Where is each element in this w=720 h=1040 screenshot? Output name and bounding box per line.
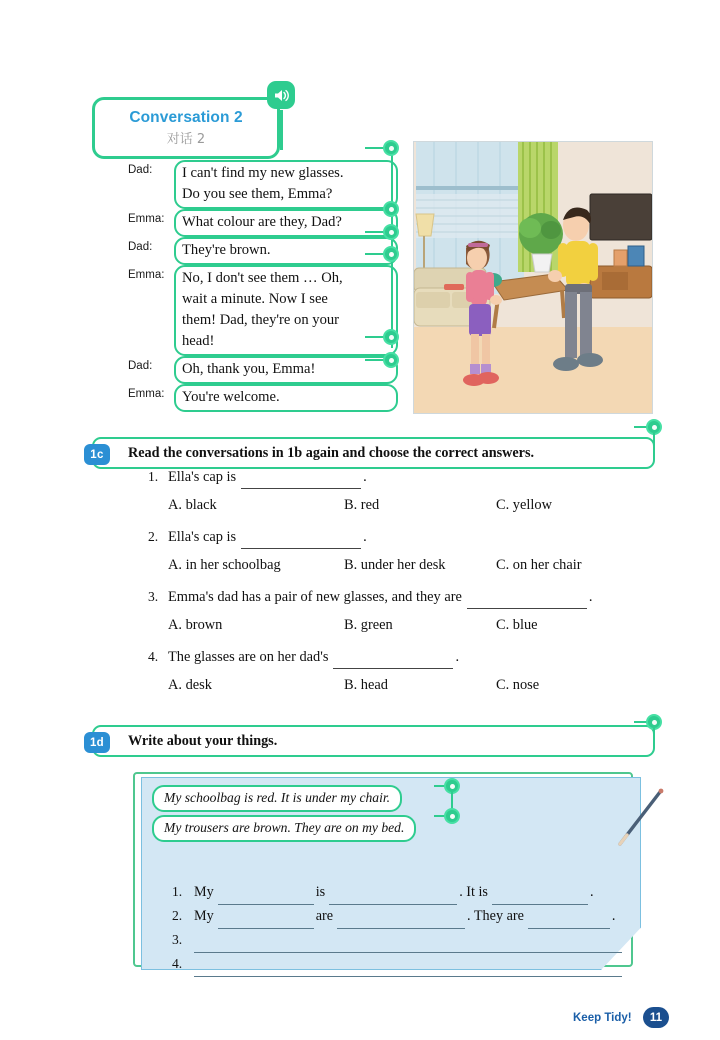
exercise-1c-instruction-bar	[92, 437, 655, 469]
question-prompt: Ella's cap is	[168, 469, 237, 485]
conversation-title: Conversation 2	[129, 109, 243, 126]
exercise-1c-badge: 1c	[84, 444, 110, 465]
dialogue-text-line: head!	[182, 333, 215, 349]
pencil-icon	[612, 780, 672, 852]
write-blank[interactable]	[337, 904, 465, 929]
question-number: 4.	[148, 649, 159, 664]
conversation-dialogue	[128, 160, 398, 412]
conversation-title-chinese: 对话 2	[166, 132, 206, 147]
dialogue-bubble	[174, 237, 398, 265]
dialogue-speaker-label: Emma:	[128, 388, 165, 400]
write-line	[172, 928, 632, 952]
node-stem	[653, 433, 655, 455]
write-line-number: 3.	[172, 932, 183, 947]
write-line	[172, 952, 632, 976]
question-block	[148, 526, 648, 576]
option-a[interactable]: A. black	[168, 497, 217, 513]
example-sentence-1: My schoolbag is red. It is under my chair.	[152, 785, 402, 812]
node-arm	[365, 359, 385, 361]
write-segment: My	[194, 908, 214, 924]
dialogue-bubble	[174, 160, 398, 209]
write-segment: are	[315, 908, 334, 924]
audio-node-2[interactable]	[383, 201, 399, 217]
write-segment: . It is	[459, 884, 488, 900]
write-line	[172, 880, 632, 904]
option-b[interactable]: B. under her desk	[344, 557, 446, 573]
exercise-1d-instruction-text: Write about your things.	[128, 732, 278, 749]
conversation-header-card	[92, 97, 280, 159]
write-segment: . They are	[467, 908, 524, 924]
question-text	[148, 466, 648, 489]
write-blank[interactable]	[194, 928, 622, 953]
option-c[interactable]: C. blue	[496, 617, 538, 633]
node-arm	[365, 231, 385, 233]
audio-node-3[interactable]	[383, 224, 399, 240]
question-text	[148, 586, 648, 609]
write-blank[interactable]	[218, 880, 314, 905]
dialogue-text-line: Do you see them, Emma?	[182, 186, 333, 202]
exercise-1d-write-lines	[172, 880, 632, 976]
option-c[interactable]: C. nose	[496, 677, 540, 693]
audio-node-4[interactable]	[383, 246, 399, 262]
node-arm	[365, 253, 385, 255]
audio-node-rail	[381, 140, 403, 380]
dialogue-row	[128, 160, 398, 209]
option-b[interactable]: B. head	[344, 677, 388, 693]
dialogue-text-line: Oh, thank you, Emma!	[182, 361, 316, 377]
question-block	[148, 646, 648, 696]
dialogue-bubble	[174, 384, 398, 412]
dialogue-speaker-label: Dad:	[128, 241, 153, 253]
dialogue-text-line: What colour are they, Dad?	[182, 214, 342, 230]
write-line-number: 2.	[172, 908, 183, 923]
question-options	[168, 554, 648, 576]
write-blank[interactable]	[194, 952, 622, 977]
write-blank[interactable]	[329, 880, 457, 905]
question-prompt: The glasses are on her dad's	[168, 649, 329, 665]
audio-node-1[interactable]	[383, 140, 399, 156]
question-suffix: .	[455, 649, 460, 665]
write-segment: .	[589, 884, 594, 900]
dialogue-text-line: I can't find my new glasses.	[182, 165, 344, 181]
option-c[interactable]: C. on her chair	[496, 557, 582, 573]
exercise-1c-question-list	[148, 466, 648, 706]
write-line-number: 4.	[172, 956, 183, 971]
exercise-1d-instruction-bar	[89, 725, 655, 757]
example-sentence-2: My trousers are brown. They are on my bed.	[152, 815, 416, 842]
question-suffix: .	[363, 469, 367, 485]
dialogue-row	[128, 384, 398, 412]
question-number: 2.	[148, 529, 159, 544]
node-stem	[653, 728, 655, 748]
write-line-number: 1.	[172, 884, 183, 899]
exercise-1c-instruction-text: Read the conversations in 1b again and choose the correct answers.	[128, 444, 535, 461]
write-line	[172, 904, 632, 928]
answer-blank[interactable]	[467, 586, 587, 609]
question-number: 3.	[148, 589, 159, 604]
speaker-badge-stem	[280, 110, 283, 150]
option-b[interactable]: B. green	[344, 617, 393, 633]
dialogue-row	[128, 237, 398, 265]
question-prompt: Emma's dad has a pair of new glasses, and they are	[168, 589, 462, 605]
dialogue-row	[128, 356, 398, 384]
question-text	[148, 646, 648, 669]
write-blank[interactable]	[218, 904, 314, 929]
question-suffix: .	[363, 529, 367, 545]
exercise-1d-badge: 1d	[84, 732, 110, 753]
node-arm	[365, 208, 385, 210]
dialogue-speaker-label: Dad:	[128, 164, 153, 176]
dialogue-speaker-label: Emma:	[128, 213, 165, 225]
option-b[interactable]: B. red	[344, 497, 380, 513]
scene-illustration	[413, 141, 653, 414]
audio-node-5[interactable]	[383, 329, 399, 345]
dialogue-text-line: You're welcome.	[182, 389, 280, 405]
footer-unit-title: Keep Tidy!	[573, 1012, 632, 1024]
dialogue-text-line: wait a minute. Now I see	[182, 291, 328, 307]
question-block	[148, 586, 648, 636]
question-number: 1.	[148, 469, 159, 484]
write-blank[interactable]	[528, 904, 610, 929]
dialogue-bubble	[174, 265, 398, 356]
dialogue-speaker-label: Dad:	[128, 360, 153, 372]
option-a[interactable]: A. in her schoolbag	[168, 557, 281, 573]
question-options	[168, 614, 648, 636]
dialogue-speaker-label: Emma:	[128, 269, 165, 281]
write-segment: is	[315, 884, 326, 900]
dialogue-text-line: They're brown.	[182, 242, 271, 258]
question-block	[148, 466, 648, 516]
question-options	[168, 674, 648, 696]
write-segment: My	[194, 884, 214, 900]
answer-blank[interactable]	[241, 526, 361, 549]
answer-blank[interactable]	[241, 466, 361, 489]
option-a[interactable]: A. desk	[168, 677, 212, 693]
question-prompt: Ella's cap is	[168, 529, 237, 545]
option-c[interactable]: C. yellow	[496, 497, 552, 513]
example-2-audio-node[interactable]	[444, 808, 460, 824]
question-options	[168, 494, 648, 516]
question-suffix: .	[588, 589, 593, 605]
audio-node-6[interactable]	[383, 352, 399, 368]
dialogue-text-line: No, I don't see them … Oh,	[182, 270, 343, 286]
page-number-badge: 11	[643, 1007, 669, 1028]
write-blank[interactable]	[492, 880, 588, 905]
dialogue-text-line: them! Dad, they're on your	[182, 312, 340, 328]
answer-blank[interactable]	[333, 646, 453, 669]
speaker-icon[interactable]	[267, 81, 295, 109]
dialogue-row	[128, 265, 398, 356]
option-a[interactable]: A. brown	[168, 617, 223, 633]
node-arm	[365, 147, 385, 149]
write-segment: .	[611, 908, 616, 924]
question-text	[148, 526, 648, 549]
dialogue-row	[128, 209, 398, 237]
node-arm	[365, 336, 385, 338]
